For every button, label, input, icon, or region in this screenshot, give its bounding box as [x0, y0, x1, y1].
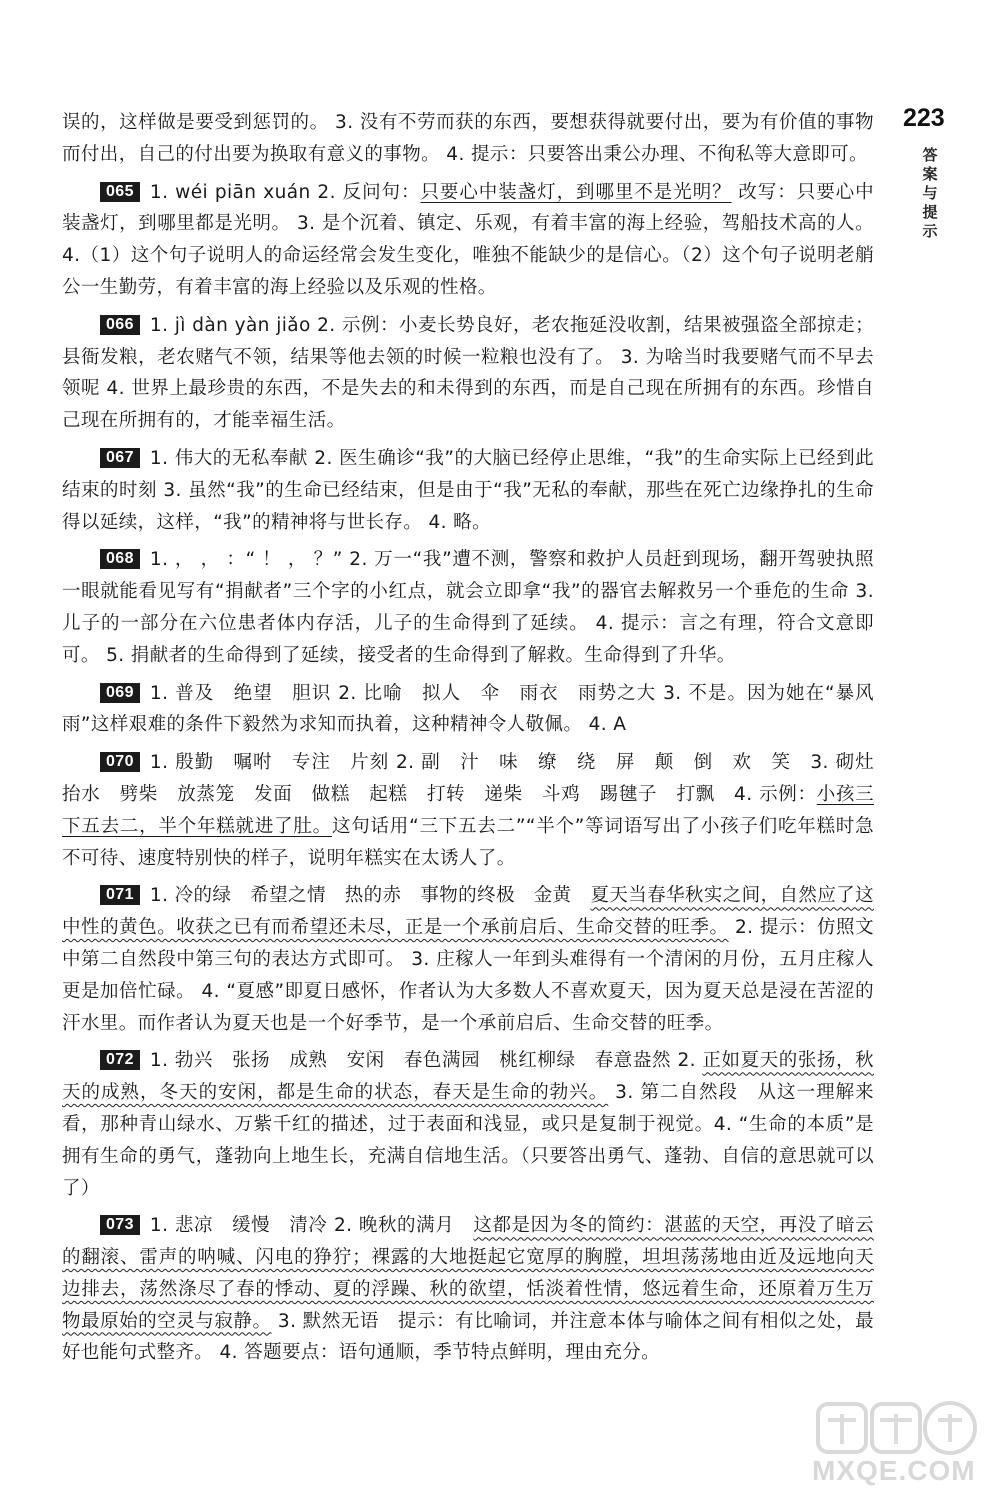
answer-text: 1. wéi piān xuán 2. 反问句： — [149, 181, 421, 203]
answer-text: 1. 冷的绿 希望之情 热的赤 事物的终极 金黄 — [149, 885, 591, 907]
section-label-char: 示 — [922, 222, 938, 240]
answer-text: 1. 普及 绝望 胆识 2. 比喻 拟人 伞 雨衣 雨势之大 3. 不是。因为她在“暴风雨”这样艰难的条件下毅然为求知而执着，这种精神令人敬佩。 4. A — [62, 682, 874, 736]
wavy-underlined-text: 夏天当春华秋实之间，自然应了这中性的黄色。收获之已有而希望还未尽，正是一个承前启后、生命交替的旺季。 — [62, 885, 874, 939]
answer-entry-067 — [62, 443, 874, 538]
lead-paragraph: 误的，这样做是要受到惩罚的。 3. 没有不劳而获的东西，要想获得就要付出，要为有价值的事物而付出，自己的付出要为换取有意义的事物。 4. 提示：只要答出秉公办理、不徇私等大意即可。 — [62, 112, 874, 165]
answer-text: 改写：只要心中装盏灯，到哪里都是光明。 3. 是个沉着、镇定、乐观，有着丰富的海上经验，驾船技术高的人。 4.（1）这个句子说明人的命运经常会发生变化，唯独不能缺少的是信心。（2）这个句子说明老艄公一生勤劳，有着丰富的海上经验以及乐观的性格。 — [62, 181, 874, 298]
answer-text: 1. 悲凉 缓慢 清冷 2. 晚秋的满月 — [149, 1215, 474, 1237]
answer-text: 3. 默然无语 提示：有比喻词，并注意本体与喻体之间有相似之处，最好也能句式整齐。 4. 答题要点：语句通顺，季节特点鲜明，理由充分。 — [62, 1310, 875, 1364]
answer-entry-065 — [62, 177, 874, 304]
answer-content — [62, 107, 893, 1369]
section-label-char: 答 — [922, 146, 938, 164]
section-label-char: 与 — [922, 184, 938, 202]
question-number-badge: 070 — [100, 752, 140, 772]
question-number-badge: 066 — [100, 315, 140, 335]
section-label-char: 案 — [922, 165, 938, 183]
answer-text: 1. 勃兴 张扬 成熟 安闲 春色满园 桃红柳绿 春意盎然 2. — [149, 1050, 703, 1072]
watermark-text: MXQE.COM — [812, 1455, 976, 1486]
answer-entry-068 — [62, 544, 874, 671]
section-label — [918, 146, 942, 241]
underlined-text: 只要心中装盏灯，到哪里不是光明？ — [420, 181, 732, 203]
underlined-text: 小孩三下五去二，半个年糕就进了肚。 — [62, 783, 875, 837]
section-label-char: 提 — [922, 203, 938, 221]
answer-text: 1. jì dàn yàn jiǎo 2. 示例：小麦长势良好，老农拖延没收割，结果被强盗全部掠走；县衙发粮，老农赌气不领，结果等他去领的时候一粒粮也没有了。 3. 为啥当时我要赌气而不早去领呢 4. 世界上最珍贵的东西，不是失去的和未得到的东西，而是自己现在所拥有的东西。珍惜自己现在所拥有的，才能幸福生活。 — [62, 314, 874, 432]
answer-text: 1. 殷勤 嘱咐 专注 片刻 2. 副 汁 味 缭 绕 屏 颠 倒 欢 笑 3. 砌灶 抬水 劈柴 放蒸笼 发面 做糕 起糕 打转 递柴 斗鸡 踢毽子 打飘 4. 示例： — [62, 752, 893, 805]
answer-entry-069 — [62, 678, 874, 742]
answer-text: 这句话用“三下五去二”“半个”等词语写出了小孩子们吃年糕时急不可待、速度特别快的样子，说明年糕实在太诱人了。 — [62, 815, 874, 869]
answer-entry-071 — [62, 880, 874, 1039]
wavy-underlined-text: 正如夏天的张扬，秋天的成熟，冬天的安闲，都是生命的状态，春天是生命的勃兴。 — [62, 1050, 874, 1104]
answer-text: 1. 伟大的无私奉献 2. 医生确诊“我”的大脑已经停止思维，“我”的生命实际上已经到此结束的时刻 3. 虽然“我”的生命已经结束，但是由于“我”无私的奉献，那些在死亡边缘挣扎的生命得以延续，这样，“我”的精神将与世长存。 4. 略。 — [62, 447, 874, 533]
wavy-underlined-text: 这都是因为冬的简约：湛蓝的天空，再没了暗云的翻滚、雷声的呐喊、闪电的狰狞；裸露的大地挺起它宽厚的胸膛，坦坦荡荡地由近及远地向天边排去，荡然涤尽了春的悸动、夏的浮躁、秋的欲望，恬淡着性情，悠远着生命，还原着万生万物最原始的空灵与寂静。 — [62, 1215, 874, 1332]
answer-entry-070 — [62, 747, 893, 874]
question-number-badge: 068 — [100, 549, 140, 569]
question-number-badge: 067 — [100, 448, 140, 468]
answer-entry-066 — [62, 310, 874, 437]
page-number: 223 — [903, 104, 945, 132]
answer-text: 2. 提示：仿照文中第二自然段中第三句的表达方式即可。 3. 庄稼人一年到头难得有一个清闲的月份，五月庄稼人更是加倍忙碌。 4. “夏感”即夏日感怀，作者认为大多数人不喜欢夏天，因为夏天总是浸在苦涩的汗水里。而作者认为夏天也是一个好季节，是一个承前启后、生命交替的旺季。 — [62, 917, 874, 1034]
answer-text: 3. 第二自然段 从这一理解来看，那种青山绿水、万紫千红的描述，过于表面和浅显，或只是复制于视觉。4. “生命的本质”是拥有生命的勇气，蓬勃向上地生长，充满自信地生活。（只要答出勇气、蓬勃、自信的意思就可以了） — [62, 1082, 874, 1199]
answer-text: 1. ， ， ：“ ！ ， ？” 2. 万一“我”遭不测，警察和救护人员赶到现场，翻开驾驶执照一眼就能看见写有“捐献者”三个字的小红点，就会立即拿“我”的器官去解救另一个垂危的生命 3. 儿子的一部分在六位患者体内存活，儿子的生命得到了延续。 4. 提示：言之有理，符合文意即可。 5. 捐献者的生命得到了延续，接受者的生命得到了解救。生命得到了升华。 — [62, 549, 874, 666]
answer-entry-072 — [62, 1045, 874, 1204]
answer-entry-073 — [62, 1210, 874, 1369]
question-number-badge: 073 — [100, 1215, 140, 1235]
question-number-badge: 069 — [100, 683, 140, 703]
question-number-badge: 072 — [100, 1050, 140, 1070]
question-number-badge: 065 — [100, 182, 140, 202]
question-number-badge: 071 — [100, 885, 140, 905]
